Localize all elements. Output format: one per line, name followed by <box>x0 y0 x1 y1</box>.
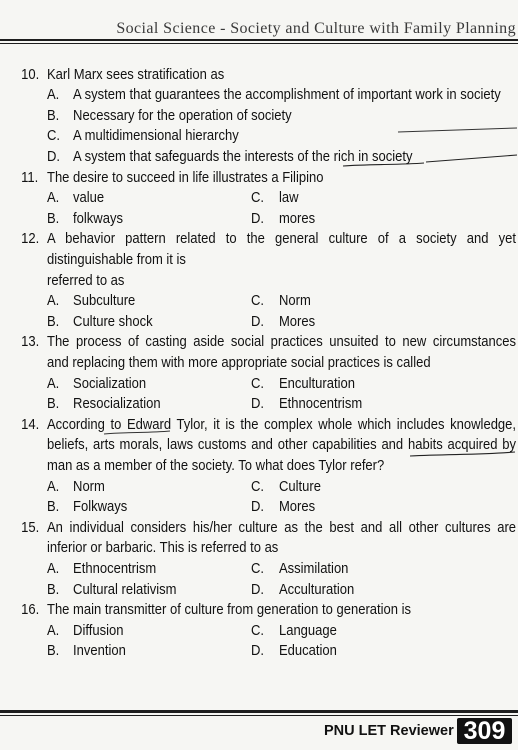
option-d-text: Mores <box>278 499 316 516</box>
question-number: 15. <box>21 519 40 536</box>
option-b-text: Folkways <box>73 499 128 516</box>
option-row <box>0 209 517 230</box>
option-row <box>0 312 517 333</box>
option-a-letter: A. <box>46 478 60 495</box>
question-line <box>0 250 517 271</box>
option-d-letter: D. <box>250 499 264 516</box>
question-14 <box>0 415 517 518</box>
option-c-text: Culture <box>278 478 321 495</box>
option-row <box>0 291 517 312</box>
option-a-text: Norm <box>73 478 105 495</box>
option-row <box>0 188 517 209</box>
question-11 <box>0 168 517 230</box>
option-row <box>0 106 517 127</box>
question-list <box>0 65 517 662</box>
question-number: 14. <box>21 416 40 433</box>
option-d-letter: D. <box>250 396 264 413</box>
option-c-letter: C. <box>250 293 264 310</box>
option-row <box>0 477 517 498</box>
option-b-letter: B. <box>46 210 60 227</box>
question-stem-continued: distinguishable from it is <box>46 252 186 269</box>
question-number: 13. <box>21 334 40 351</box>
option-c-letter: C. <box>250 622 264 639</box>
option-b-letter: B. <box>46 313 60 330</box>
option-d-text: Ethnocentrism <box>278 396 363 413</box>
option-d-text: Acculturation <box>278 581 355 598</box>
question-line <box>0 332 517 353</box>
question-line <box>0 538 517 559</box>
question-stem-continued: man as a member of the society. To what does Tylor refer? <box>46 457 385 474</box>
question-stem: Karl Marx sees stratification as <box>46 66 225 83</box>
question-line <box>0 415 517 436</box>
option-row <box>0 497 517 518</box>
question-10 <box>0 65 517 168</box>
option-d-letter: D. <box>250 210 264 227</box>
option-c-letter: C. <box>46 128 61 145</box>
option-row <box>0 85 517 106</box>
option-c-letter: C. <box>250 375 264 392</box>
option-b-letter: B. <box>46 581 60 598</box>
question-line <box>0 600 517 621</box>
question-line <box>0 271 517 292</box>
option-row <box>0 621 517 642</box>
question-stem: The main transmitter of culture from generation to generation is <box>46 602 412 619</box>
option-row <box>0 394 517 415</box>
question-stem: According to Edward Tylor, it is the complex whole which includes knowledge, <box>46 416 517 433</box>
question-stem-continued: beliefs, arts morals, laws customs and other capabilities and habits acquired by <box>46 437 517 454</box>
question-15 <box>0 518 517 600</box>
question-number: 11. <box>21 169 39 186</box>
question-12 <box>0 229 517 332</box>
option-c-text: Language <box>278 622 337 639</box>
option-row <box>0 580 517 601</box>
option-c-text: A multidimensional hierarchy <box>73 128 239 145</box>
option-b-letter: B. <box>46 643 60 660</box>
option-d-letter: D. <box>250 643 264 660</box>
question-line <box>0 168 517 189</box>
question-13 <box>0 332 517 414</box>
option-a-text: value <box>73 190 105 207</box>
question-stem: The desire to succeed in life illustrates a Filipino <box>46 169 324 186</box>
header-rule-thin <box>0 43 518 44</box>
option-b-text: folkways <box>73 210 123 227</box>
option-b-text: Invention <box>73 643 126 660</box>
footer-rule <box>0 710 518 713</box>
option-b-letter: B. <box>46 107 60 124</box>
option-b-text: Resocialization <box>73 396 161 413</box>
question-stem: An individual considers his/her culture as the best and all other cultures are <box>46 519 517 536</box>
option-a-text: Diffusion <box>73 622 124 639</box>
option-c-text: Norm <box>278 293 311 310</box>
option-b-letter: B. <box>46 499 60 516</box>
question-line <box>0 353 517 374</box>
option-row <box>0 147 517 168</box>
option-a-letter: A. <box>46 190 60 207</box>
question-line <box>0 229 517 250</box>
question-stem-continued: and replacing them with more appropriate social practices is called <box>46 355 431 371</box>
question-number: 10. <box>21 66 40 83</box>
option-d-letter: D. <box>46 149 61 166</box>
question-number: 12. <box>21 231 40 248</box>
option-a-letter: A. <box>46 560 60 577</box>
option-row <box>0 126 517 147</box>
option-b-text: Culture shock <box>73 313 153 330</box>
option-d-text: Mores <box>278 313 316 330</box>
option-c-text: Assimilation <box>278 560 349 577</box>
footer-rule-thin <box>0 715 518 716</box>
footer-label: PNU LET Reviewer <box>324 723 454 739</box>
option-row <box>0 641 517 662</box>
option-c-text: Enculturation <box>278 375 355 392</box>
question-line <box>0 65 517 86</box>
option-c-text: law <box>278 190 299 207</box>
option-c-letter: C. <box>250 560 264 577</box>
option-c-letter: C. <box>250 478 264 495</box>
option-a-text: Socialization <box>73 375 147 392</box>
option-d-text: mores <box>278 210 316 227</box>
option-d-letter: D. <box>250 581 264 598</box>
page-number-badge: 309 <box>457 718 512 744</box>
option-a-letter: A. <box>46 87 60 104</box>
option-row <box>0 374 517 395</box>
question-stem: A behavior pattern related to the general culture of a society and yet <box>46 231 517 248</box>
option-a-letter: A. <box>46 622 60 639</box>
question-line <box>0 518 517 539</box>
option-c-letter: C. <box>250 190 264 207</box>
option-a-text: Subculture <box>73 293 136 310</box>
option-b-letter: B. <box>46 396 60 413</box>
question-stem: The process of casting aside social practices unsuited to new circumstances <box>46 334 517 351</box>
question-16 <box>0 600 517 662</box>
question-line <box>0 456 517 477</box>
option-a-text: Ethnocentrism <box>73 560 157 577</box>
option-row <box>0 559 517 580</box>
question-line <box>0 435 517 456</box>
header-rule <box>0 39 518 41</box>
question-stem-continued: referred to as <box>46 272 125 289</box>
option-d-text: A system that safeguards the interests of the rich in society <box>73 149 413 166</box>
option-a-text: A system that guarantees the accomplishment of important work in society <box>73 87 501 104</box>
option-a-letter: A. <box>46 375 60 392</box>
question-number: 16. <box>21 602 40 619</box>
option-d-text: Education <box>278 643 337 660</box>
question-stem-continued: inferior or barbaric. This is referred to as <box>46 540 279 557</box>
option-b-text: Cultural relativism <box>73 581 177 598</box>
option-a-letter: A. <box>46 293 60 310</box>
running-header-title: Social Science - Society and Culture with Family Planning <box>116 20 516 37</box>
option-d-letter: D. <box>250 313 264 330</box>
option-b-text: Necessary for the operation of society <box>73 107 292 124</box>
